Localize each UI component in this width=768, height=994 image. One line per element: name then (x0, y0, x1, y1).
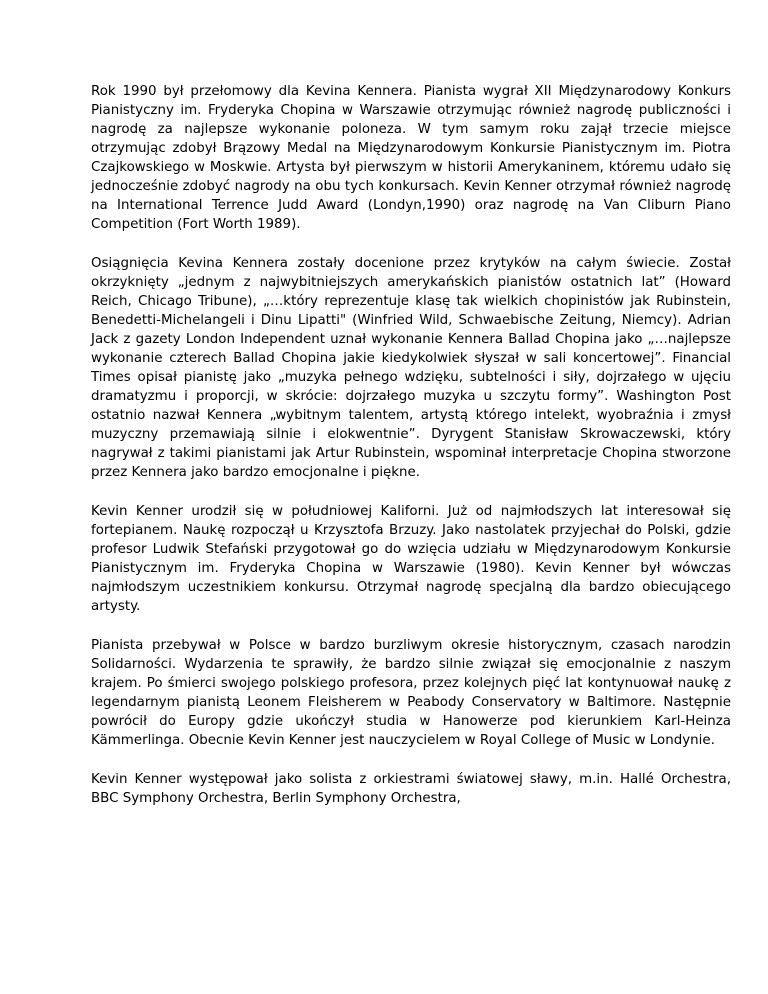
paragraph-early-life: Kevin Kenner urodził się w południowej Kaliforni. Już od najmłodszych lat interesował się fortepianem. Naukę rozpoczął u Krzysztofa Brzuzy. Jako nastolatek przyjechał do Polski, gdzie profesor Ludwik Stefański przygotował go do wzięcia udziału w Międzynarodowym Konkursie Pianistycznym im. Fryderyka Chopina w Warszawie (1980). Kevin Kenner był wówczas najmłodszym uczestnikiem konkursu. Otrzymał nagrodę specjalną dla bardzo obiecującego artysty. (91, 504, 731, 614)
document-page (91, 82, 731, 828)
paragraph-critics-reviews: Osiągnięcia Kevina Kennera zostały docenione przez krytyków na całym świecie. Został okrzyknięty „jednym z najwybitniejszych amerykańskich pianistów ostatnich lat” (Howard Reich, Chicago Tribune), „…który reprezentuje klasę tak wielkich chopinistów jak Rubinstein, Benedetti-Michelangeli i Dinu Lipatti" (Winfried Wild, Schwaebische Zeitung, Niemcy). Adrian Jack z gazety London Independent uznał wykonanie Kennera Ballad Chopina jako „…najlepsze wykonanie czterech Ballad Chopina jakie kiedykolwiek słyszał w sali koncertowej”. Financial Times opisał pianistę jako „muzyka pełnego wdzięku, subtelności i siły, dojrzałego w ujęciu dramatyzmu i proporcji, w skrócie: dojrzałego muzyka u szczytu formy”. Washington Post ostatnio nazwał Kennera „wybitnym talentem, artystą którego intelekt, wyobraźnia i zmysł muzyczny przemawiają silnie i elokwentnie”. Dyrygent Stanisław Skrowaczewski, który nagrywał z takimi pianistami jak Artur Rubinstein, wspominał interpretacje Chopina stworzone przez Kennera jako bardzo emocjonalne i piękne. (91, 256, 731, 480)
paragraph-1990-chopin-competition: Rok 1990 był przełomowy dla Kevina Kennera. Pianista wygrał XII Międzynarodowy Konkurs Pianistyczny im. Fryderyka Chopina w Warszawie otrzymując również nagrodę publiczności i nagrodę za najlepsze wykonanie poloneza. W tym samym roku zajął trzecie miejsce otrzymując zdobył Brązowy Medal na Międzynarodowym Konkursie Pianistycznym im. Piotra Czajkowskiego w Moskwie. Artysta był pierwszym w historii Amerykaninem, któremu udało się jednocześnie zdobyć nagrody na obu tych konkursach. Kevin Kenner otrzymał również nagrodę na International Terrence Judd Award (Londyn,1990) oraz nagrodę na Van Cliburn Piano Competition (Fort Worth 1989). (91, 84, 731, 232)
paragraph-orchestras: Kevin Kenner występował jako solista z orkiestrami światowej sławy, m.in. Hallé Orchestra, BBC Symphony Orchestra, Berlin Symphony Orchestra, (91, 772, 731, 806)
paragraph-studies: Pianista przebywał w Polsce w bardzo burzliwym okresie historycznym, czasach narodzin Solidarności. Wydarzenia te sprawiły, że bardzo silnie związał się emocjonalnie z naszym krajem. Po śmierci swojego polskiego profesora, przez kolejnych pięć lat kontynuował naukę z legendarnym pianistą Leonem Fleisherem w Peabody Conservatory w Baltimore. Następnie powrócił do Europy gdzie ukończył studia w Hanowerze pod kierunkiem Karl-Heinza Kämmerlinga. Obecnie Kevin Kenner jest nauczycielem w Royal College of Music w Londynie. (91, 638, 731, 748)
